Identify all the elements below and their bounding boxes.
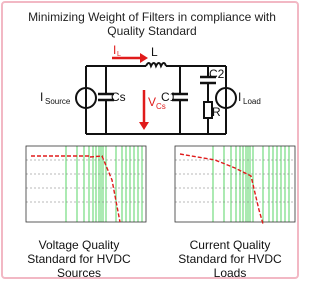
label-isource: I: [40, 90, 44, 104]
voltage-standard-curve: [31, 156, 120, 222]
label-il-sub: L: [117, 51, 121, 58]
current-caption-line-3: Loads: [213, 266, 247, 280]
voltage-quality-caption: [14, 238, 144, 280]
voltage-plot-grid: [66, 146, 142, 222]
arrow-il-head: [140, 53, 148, 63]
current-standard-curve: [180, 154, 263, 224]
label-c2: C2: [209, 67, 225, 81]
label-vcs: V: [148, 95, 157, 109]
label-inductor: L: [151, 45, 158, 59]
voltage-caption-line-1: Voltage Quality: [38, 238, 120, 252]
label-iload-sub: Load: [243, 97, 261, 106]
label-r: R: [212, 105, 221, 119]
label-c1: C1: [161, 90, 177, 104]
current-caption-line-1: Current Quality: [189, 238, 271, 252]
title-line-1: Minimizing Weight of Filters in compliance with: [28, 10, 276, 24]
label-isource-sub: Source: [45, 97, 71, 106]
arrow-vcs-head: [139, 122, 149, 130]
filter-circuit-diagram: [0, 44, 304, 144]
voltage-quality-plot: [4, 140, 154, 228]
current-quality-caption: [165, 238, 295, 280]
label-vcs-sub: Cs: [156, 102, 166, 111]
title-line-2: Quality Standard: [107, 24, 197, 38]
resistor-r: [204, 102, 212, 118]
label-iload: I: [238, 90, 242, 104]
label-cs: Cs: [111, 90, 126, 104]
inductor-L: [146, 63, 166, 66]
voltage-plot-axes: [26, 146, 146, 222]
label-il: I: [113, 44, 117, 57]
current-plot-grid: [213, 146, 289, 222]
voltage-caption-line-3: Sources: [56, 266, 102, 280]
current-quality-plot: [155, 140, 301, 228]
voltage-caption-line-2: Standard for HVDC: [27, 252, 131, 266]
current-caption-line-2: Standard for HVDC: [178, 252, 282, 266]
slide-title: [0, 10, 304, 38]
current-source-isource: [76, 88, 96, 108]
